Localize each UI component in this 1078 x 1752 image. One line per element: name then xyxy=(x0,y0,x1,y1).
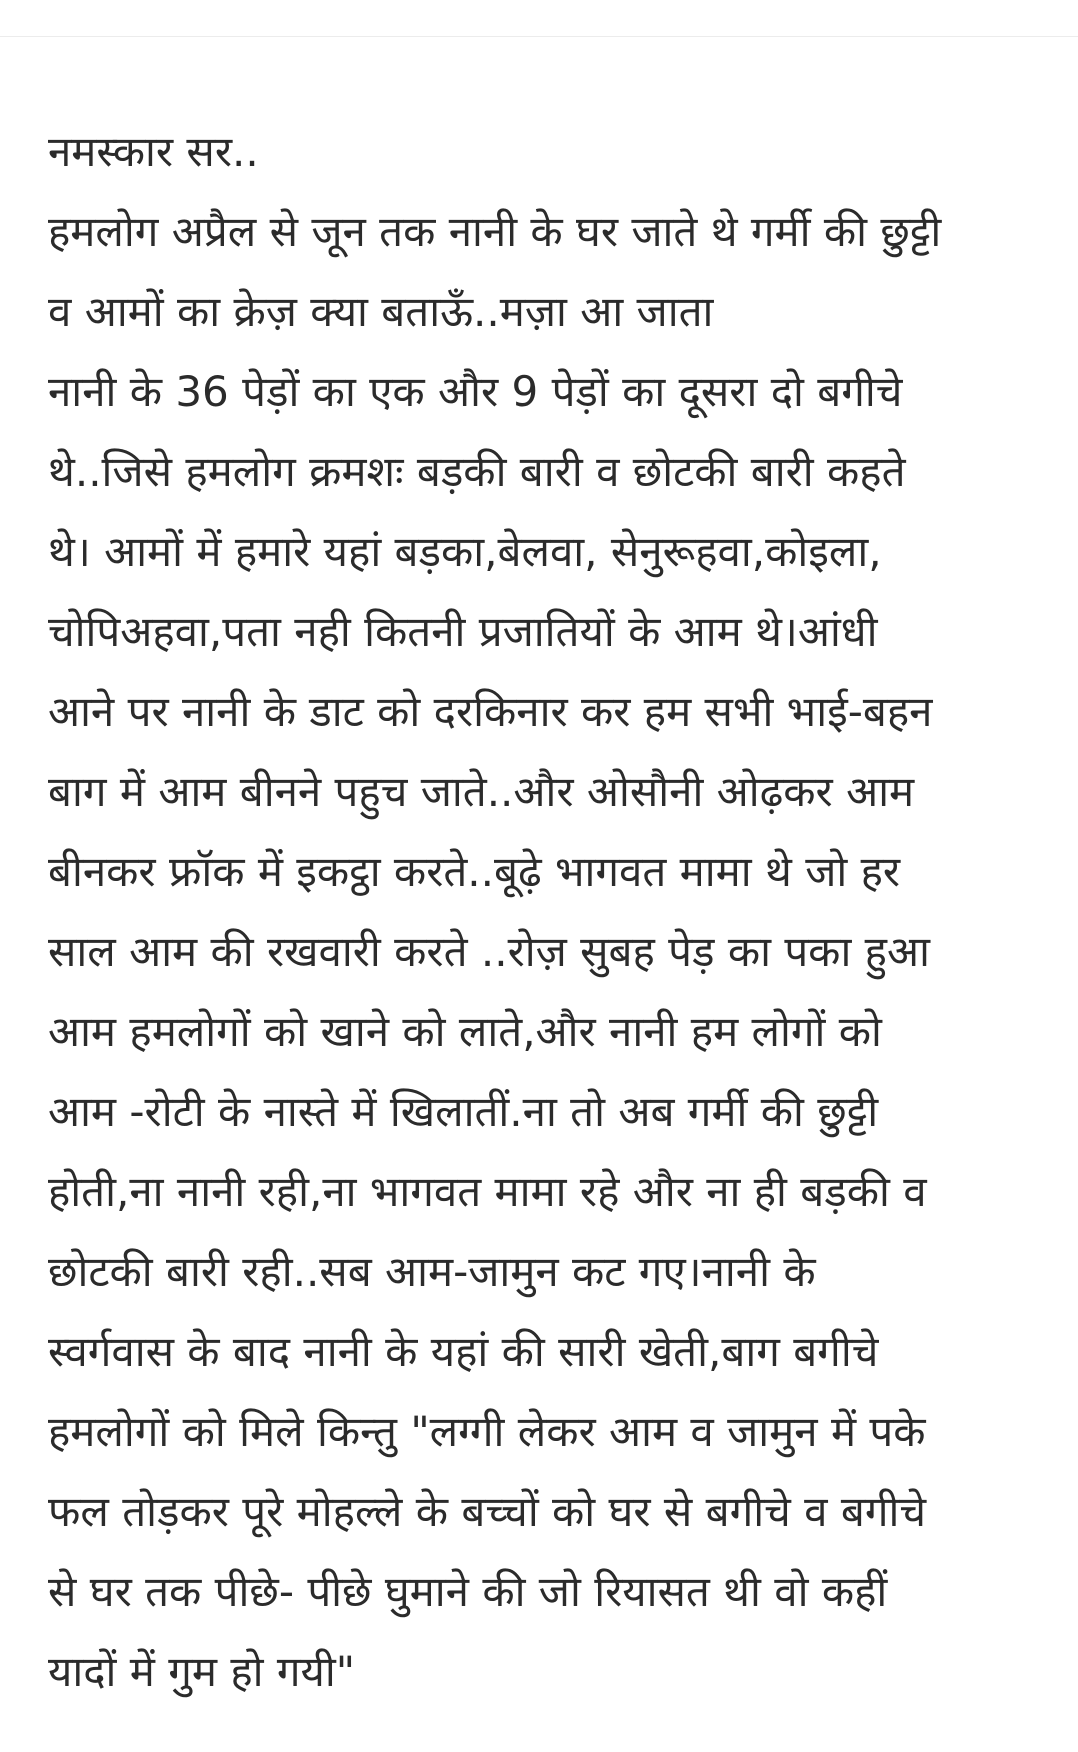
text-line: आम हमलोगों को खाने को लाते,और नानी हम लोगों को xyxy=(48,1007,882,1056)
text-line: से घर तक पीछे- पीछे घुमाने की जो रियासत थी वो कहीं xyxy=(48,1567,888,1616)
text-line: व आमों का क्रेज़ क्या बताऊँ..मज़ा आ जाता xyxy=(48,287,714,336)
text-line: आने पर नानी के डाट को दरकिनार कर हम सभी भाई-बहन xyxy=(48,687,933,736)
text-line: चोपिअहवा,पता नही कितनी प्रजातियों के आम थे।आंधी xyxy=(48,607,878,656)
text-line: हमलोग अप्रैल से जून तक नानी के घर जाते थे गर्मी की छुट्टी xyxy=(48,207,942,256)
text-line: छोटकी बारी रही..सब आम-जामुन कट गए।नानी के xyxy=(48,1247,816,1296)
text-line: हमलोगों को मिले किन्तु "लग्गी लेकर आम व जामुन में पके xyxy=(48,1407,926,1456)
text-line: फल तोड़कर पूरे मोहल्ले के बच्चों को घर से बगीचे व बगीचे xyxy=(48,1487,927,1536)
text-line: यादों में गुम हो गयी" xyxy=(48,1647,356,1696)
note-text xyxy=(48,112,1048,1712)
top-divider xyxy=(0,36,1078,37)
text-line: आम -रोटी के नास्ते में खिलातीं.ना तो अब गर्मी की छुट्टी xyxy=(48,1087,879,1136)
text-line: बीनकर फ्रॉक में इकट्ठा करते..बूढ़े भागवत मामा थे जो हर xyxy=(48,847,901,896)
text-line: नानी के 36 पेड़ों का एक और 9 पेड़ों का दूसरा दो बगीचे xyxy=(48,367,903,416)
text-line: थे..जिसे हमलोग क्रमशः बड़की बारी व छोटकी बारी कहते xyxy=(48,447,906,496)
text-line: बाग में आम बीनने पहुच जाते..और ओसौनी ओढ़कर आम xyxy=(48,767,915,816)
text-line: होती,ना नानी रही,ना भागवत मामा रहे और ना ही बड़की व xyxy=(48,1167,927,1216)
text-line: स्वर्गवास के बाद नानी के यहां की सारी खेती,बाग बगीचे xyxy=(48,1327,879,1376)
text-line: साल आम की रखवारी करते ..रोज़ सुबह पेड़ का पका हुआ xyxy=(48,927,930,976)
text-line: थे। आमों में हमारे यहां बड़का,बेलवा, सेनुरूहवा,कोइला, xyxy=(48,527,882,576)
text-line: नमस्कार सर.. xyxy=(48,127,259,176)
